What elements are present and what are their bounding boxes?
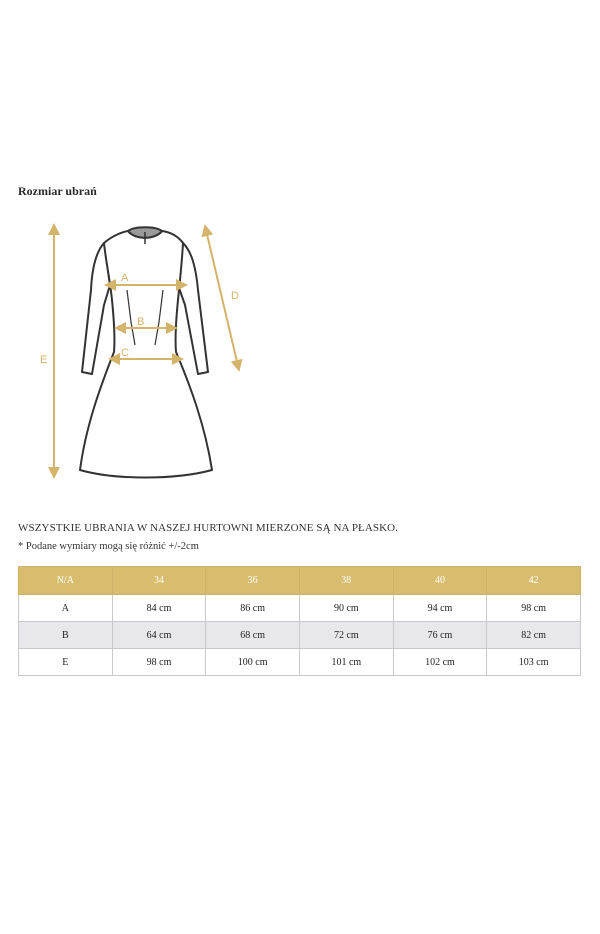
table-cell: 98 cm <box>112 649 206 676</box>
table-row <box>19 649 581 676</box>
dress-measurement-diagram <box>0 215 300 495</box>
label-e: E <box>40 354 48 366</box>
table-cell: 72 cm <box>299 622 393 649</box>
table-cell: E <box>19 649 113 676</box>
header-cell: 38 <box>299 567 393 595</box>
table-cell: 102 cm <box>393 649 487 676</box>
flat-measurement-note: WSZYSTKIE UBRANIA W NASZEJ HURTOWNI MIERZONE SĄ NA PŁASKO. <box>18 522 399 534</box>
label-a: A <box>121 272 129 284</box>
label-c: C <box>121 347 129 359</box>
label-b: B <box>137 316 145 328</box>
dress-outline-icon <box>80 227 212 477</box>
size-table <box>18 566 581 676</box>
header-cell: 42 <box>487 567 581 595</box>
table-cell: 94 cm <box>393 595 487 622</box>
table-cell: 82 cm <box>487 622 581 649</box>
page-title: Rozmiar ubrań <box>18 184 97 198</box>
header-cell: N/A <box>19 567 113 595</box>
table-cell: 68 cm <box>206 622 300 649</box>
table-cell: 90 cm <box>299 595 393 622</box>
table-cell: 103 cm <box>487 649 581 676</box>
table-cell: 86 cm <box>206 595 300 622</box>
size-table-header <box>19 567 581 595</box>
table-cell: 84 cm <box>112 595 206 622</box>
table-row <box>19 595 581 622</box>
table-cell: 100 cm <box>206 649 300 676</box>
header-cell: 40 <box>393 567 487 595</box>
table-cell: A <box>19 595 113 622</box>
table-cell: 98 cm <box>487 595 581 622</box>
header-cell: 36 <box>206 567 300 595</box>
table-cell: 76 cm <box>393 622 487 649</box>
label-d: D <box>231 290 239 302</box>
table-cell: B <box>19 622 113 649</box>
tolerance-note: * Podane wymiary mogą się różnić +/-2cm <box>18 541 199 552</box>
table-cell: 64 cm <box>112 622 206 649</box>
header-cell: 34 <box>112 567 206 595</box>
table-row <box>19 622 581 649</box>
table-cell: 101 cm <box>299 649 393 676</box>
